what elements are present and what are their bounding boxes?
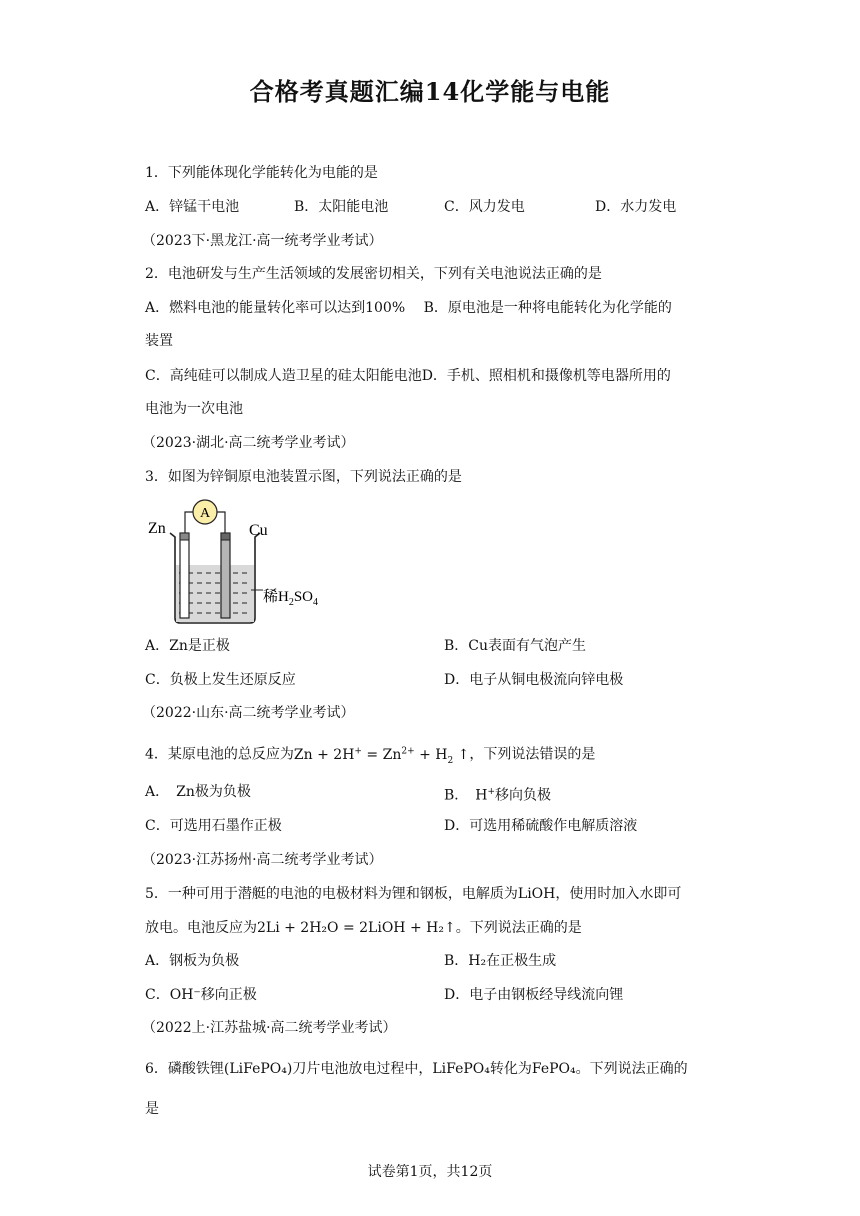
q1-source: （2023下·黑龙江·高一统考学业考试） [142,233,383,249]
q3-option-a: A．Zn是正极 [145,638,230,654]
q5-stem-cont: 放电。电池反应为2Li + 2H₂O = 2LiOH + H₂↑。下列说法正确的是 [145,920,582,936]
q2-stem: 2．电池研发与生产生活领域的发展密切相关，下列有关电池说法正确的是 [145,266,602,282]
q6-stem: 6．磷酸铁锂(LiFePO₄)刀片电池放电过程中，LiFePO₄转化为FePO₄。下列说法正确的 [145,1061,688,1077]
q4-option-b: B． H+移向负极 [444,787,552,804]
copper-electrode [221,533,230,618]
q4-equation: $Zn + 2H^+ = Zn^{2+} + H_2$ ↑ [293,746,470,766]
q3-option-c: C．负极上发生还原反应 [145,672,296,688]
q1-stem: 1．下列能体现化学能转化为电能的是 [145,165,378,181]
q2-options-cd-cont: 电池为一次电池 [145,401,243,417]
q2-options-ab: A．燃料电池的能量转化率可以达到100% B．原电池是一种将电能转化为化学能的 [145,300,672,316]
q2-options-cd: C．高纯硅可以制成人造卫星的硅太阳能电池D．手机、照相机和摄像机等电器所用的 [145,368,671,384]
q2-options-ab-cont: 装置 [145,333,173,349]
q4-source: （2023·江苏扬州·高二统考学业考试） [142,852,383,868]
page-footer: 试卷第1页，共12页 [367,1164,493,1180]
q1-option-d: D．水力发电 [595,199,677,215]
cu-label: Cu [249,522,268,539]
acid-label: 稀$H_2SO_4$ [263,589,319,608]
q5-stem: 5．一种可用于潜艇的电池的电极材料为锂和钢板，电解质为LiOH，使用时加入水即可 [145,886,682,902]
zinc-electrode [180,533,189,618]
q1-option-a: A．锌锰干电池 [145,199,240,215]
q4-option-a: A． Zn极为负极 [145,784,251,800]
ammeter-label: A [199,506,211,521]
q5-option-c: C．OH⁻移向正极 [145,987,257,1003]
galvanic-cell-diagram [145,495,345,627]
q3-stem: 3．如图为锌铜原电池装置示图，下列说法正确的是 [145,469,462,485]
q5-option-b: B．H₂在正极生成 [444,953,557,969]
q1-option-c: C．风力发电 [444,199,525,215]
q1-option-b: B．太阳能电池 [294,199,389,215]
q4-stem: 4．某原电池的总反应为$Zn + 2H^+ = Zn^{2+} + H_2$ ↑，下列说法错误的是 [145,746,596,766]
q5-option-d: D．电子由钢板经导线流向锂 [444,987,624,1003]
q4-option-c: C．可选用石墨作正极 [145,818,282,834]
page-title: 合格考真题汇编14化学能与电能 [249,77,611,106]
q5-option-a: A．钢板为负极 [145,953,240,969]
q6-stem-cont: 是 [145,1101,159,1117]
q3-option-d: D．电子从铜电极流向锌电极 [444,672,624,688]
q3-option-b: B．Cu表面有气泡产生 [444,638,587,654]
q4-option-d: D．可选用稀硫酸作电解质溶液 [444,818,638,834]
q5-source: （2022上·江苏盐城·高二统考学业考试） [142,1020,397,1036]
zn-label: Zn [148,520,166,537]
q2-source: （2023·湖北·高二统考学业考试） [142,435,355,451]
q3-source: （2022·山东·高二统考学业考试） [142,705,355,721]
